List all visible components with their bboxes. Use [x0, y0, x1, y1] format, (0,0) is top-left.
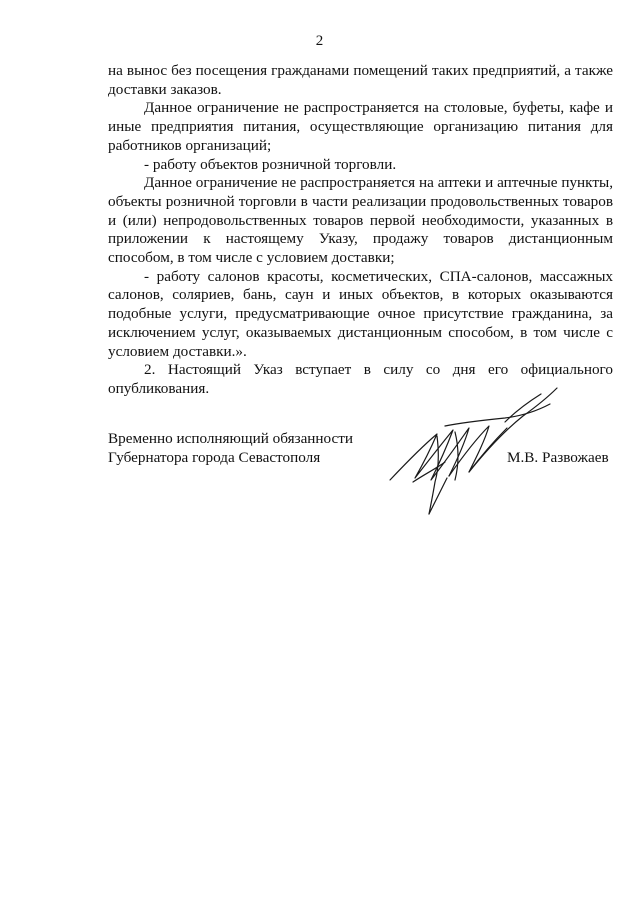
paragraph-entry-into-force: 2. Настоящий Указ вступает в силу со дня его официального опубликования.	[108, 361, 613, 397]
signer-name: М.В. Развожаев	[507, 449, 609, 466]
signer-position-line-1: Временно исполняющий обязанности	[108, 430, 354, 447]
page-number: 2	[315, 33, 324, 49]
paragraph-retail-trade: - работу объектов розничной торговли.	[144, 155, 397, 173]
paragraph-beauty-salons: - работу салонов красоты, косметических, СПА-салонов, массажных салонов, соляриев, бань, саун и иных объектов, в которых оказываются подобные услуги, предусматривающие очное присутствие гражданина, за исключением услуг, оказываемых дистанционным способом, в том числе с условием доставки.».	[108, 267, 613, 360]
signer-position	[108, 430, 353, 467]
document-body	[108, 62, 613, 399]
paragraph-exception-pharmacies: Данное ограничение не распространяется на аптеки и аптечные пункты, объекты розничной торговли в части реализации продовольственных товаров и (или) непродовольственных товаров первой необходимости, указанных в приложении к настоящему Указу, продажу товаров дистанционным способом, в том числе с условием доставки;	[108, 174, 613, 267]
paragraph-exception-canteens: Данное ограничение не распространяется на столовые, буфеты, кафе и иные предприятия питания, осуществляющие организацию питания для работников организаций;	[108, 99, 613, 154]
paragraph-continuation: на вынос без посещения гражданами помещений таких предприятий, а также доставки заказов.	[108, 62, 613, 98]
signer-position-line-2: Губернатора города Севастополя	[108, 448, 321, 466]
